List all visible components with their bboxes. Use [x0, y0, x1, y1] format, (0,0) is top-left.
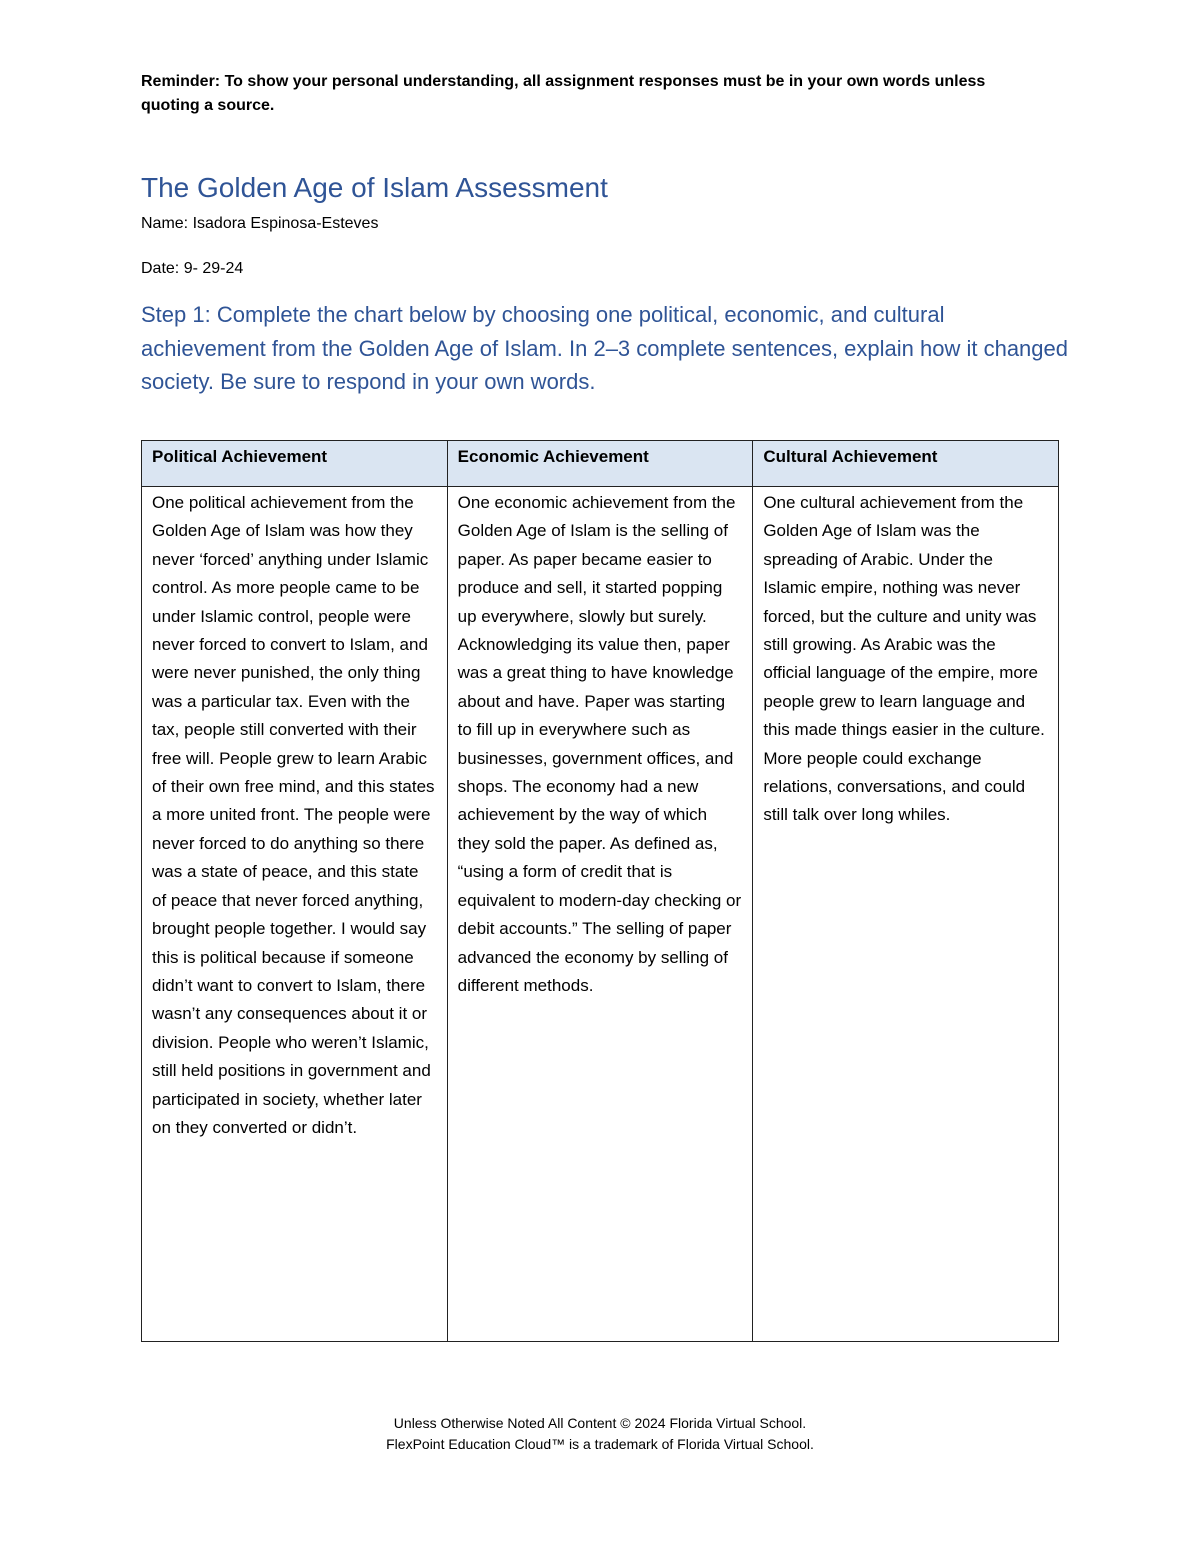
reminder-label: Reminder:	[141, 73, 221, 90]
response-political: One political achievement from the Golden Age of Islam was how they never ‘forced’ anything under Islamic control. As more people came to be under Islamic control, people were never forced to convert to Islam, and were never punished, the only thing was a particular tax. Even with the tax, people still converted with their free will. People grew to learn Arabic of their own free mind, and this states a more united front. The people were never forced to do anything so there was a state of peace, and this state of peace that never forced anything, brought people together. I would say this is political because if someone didn’t want to convert to Islam, there wasn’t any consequences about it or division. People who weren’t Islamic, still held positions in government and participated in society, whether later on they converted or didn’t.	[142, 487, 448, 1342]
reminder-text: To show your personal understanding, all assignment responses must be in your own words unless quoting a source.	[141, 73, 986, 114]
date-value: 9- 29-24	[183, 260, 244, 277]
name-line	[141, 212, 378, 236]
header-economic: Economic Achievement	[447, 441, 753, 487]
header-cultural: Cultural Achievement	[753, 441, 1059, 487]
footer	[0, 1413, 1200, 1455]
page-title: The Golden Age of Islam Assessment	[141, 172, 608, 203]
date-label: Date:	[141, 260, 180, 277]
chart-header-row	[142, 441, 1059, 487]
header-political: Political Achievement	[142, 441, 448, 487]
footer-copyright: Unless Otherwise Noted All Content © 2024 Florida Virtual School.	[393, 1415, 807, 1431]
reminder-note	[141, 70, 1046, 118]
name-label: Name:	[141, 215, 189, 232]
achievement-chart	[141, 440, 1059, 1342]
response-economic: One economic achievement from the Golden Age of Islam is the selling of paper. As paper became easier to produce and sell, it started popping up everywhere, slowly but surely. Acknowledging its value then, paper was a great thing to have knowledge about and have. Paper was starting to fill up in everywhere such as businesses, government offices, and shops. The economy had a new achievement by the way of which they sold the paper. As defined as, “using a form of credit that is equivalent to modern-day checking or debit accounts.” The selling of paper advanced the economy by selling of different methods.	[447, 487, 753, 1342]
name-value: Isadora Espinosa-Esteves	[192, 215, 379, 232]
response-cultural: One cultural achievement from the Golden Age of Islam was the spreading of Arabic. Under the Islamic empire, nothing was never forced, but the culture and unity was still growing. As Arabic was the official language of the empire, more people grew to learn language and this made things easier in the culture. More people could exchange relations, conversations, and could still talk over long whiles.	[753, 487, 1059, 1342]
step-1-instructions: Step 1: Complete the chart below by choosing one political, economic, and cultural achievement from the Golden Age of Islam. In 2–3 complete sentences, explain how it changed society. Be sure to respond in your own words.	[141, 302, 1068, 394]
date-line	[141, 257, 243, 281]
footer-trademark: FlexPoint Education Cloud™ is a trademark of Florida Virtual School.	[386, 1436, 814, 1452]
chart-response-row	[142, 487, 1059, 1342]
